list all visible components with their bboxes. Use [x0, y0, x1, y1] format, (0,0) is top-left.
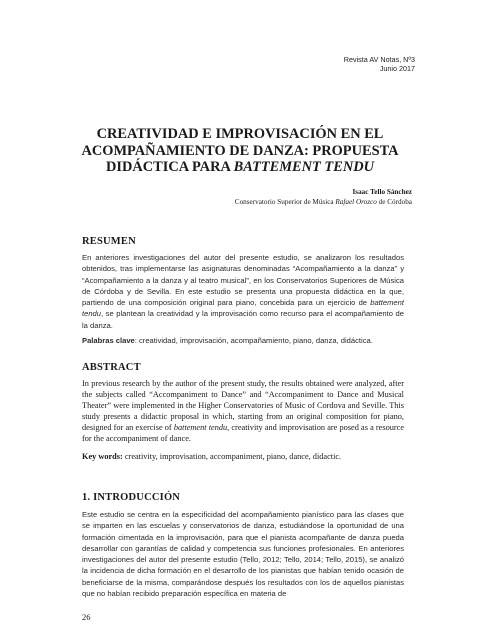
resumen-text-2: , se plantean la creatividad y la improvisación como recurso para el acompañamiento de la danza. — [82, 309, 404, 330]
resumen-keywords — [82, 335, 404, 346]
author-block — [235, 187, 412, 207]
abstract-keywords-list: creativity, improvisation, accompaniment, piano, dance, didactic. — [122, 452, 342, 461]
abstract-keywords — [82, 451, 404, 462]
introduccion-text: Este estudio se centra en la especificidad del acompañamiento pianístico para las clases que se imparten en las escuelas y conservatorios de danza, estudiándose la oportunidad de una formación cimentada en la improvisación, para que el pianista acompañante de danza pueda desarrollar con garantías de calidad y competencia sus funciones profesionales. En anteriores investigaciones del autor del presente estudio (Tello, 2012; Tello, 2014; Tello, 2015), se analizó la incidencia de dicha formación en el desarrollo de los pianistas que habían tenido ocasión de beneficiarse de la misma, comparándose después los resultados con los de aquellos pianistas que no habían recibido preparación específica en materia de — [82, 510, 404, 599]
abstract-heading: ABSTRACT — [82, 362, 141, 373]
page-number: 26 — [82, 612, 91, 622]
title-line-2: ACOMPAÑAMIENTO DE DANZA: PROPUESTA — [81, 142, 399, 159]
journal-header — [344, 55, 415, 73]
journal-name: Revista AV Notas, Nº3 — [343, 55, 415, 64]
resumen-keywords-list: : creatividad, improvisación, acompañamiento, piano, danza, didáctica. — [134, 336, 373, 345]
author-affiliation — [235, 197, 412, 207]
affiliation-pre: Conservatorio Superior de Música — [234, 198, 336, 206]
affiliation-post: de Córdoba — [376, 198, 412, 206]
title-line-3 — [70, 159, 410, 176]
paper-title — [70, 126, 410, 176]
abstract-text-italic: battement tendu — [173, 423, 228, 432]
resumen-text — [82, 252, 404, 331]
abstract-text — [82, 378, 404, 444]
abstract-text-2: , creativity and improvisation are posed as a resource for the accompaniment of dance. — [82, 423, 404, 443]
affiliation-italic: Rafael Orozco — [335, 198, 377, 206]
title-line-1: CREATIVIDAD E IMPROVISACIÓN EN EL — [96, 126, 384, 142]
abstract-text-1: In previous research by the author of the present study, the results obtained were analyzed, after the subjects called “Accompaniment to Dance” and “Accompaniment to Dance and Musical Theater” were implemented in the Higher Conservatories of Music of Cordova and Seville. This study presents a didactic proposal in which, starting from an original composition for piano, designed for an exercise of — [82, 379, 404, 432]
resumen-text-1: En anteriores investigaciones del autor del presente estudio, se analizaron los resultados obtenidos, tras implementarse las asignaturas denominadas “Acompañamiento a la danza” y “Acompañamiento a la danza y al teatro musical”, en los Conservatorios Superiores de Música de Córdoba y de Sevilla. En este estudio se presenta una propuesta didáctica en la que, partiendo de una composición original para piano, concebida para un ejercicio de — [82, 253, 404, 308]
journal-date: Junio 2017 — [379, 64, 415, 73]
author-name: Isaac Tello Sánchez — [352, 188, 412, 196]
abstract-keywords-label: Key words: — [82, 452, 123, 461]
title-line-3-italic: BATTEMENT TENDU — [233, 159, 374, 175]
title-line-3-plain: DIDÁCTICA PARA — [106, 159, 234, 175]
resumen-heading: RESUMEN — [82, 236, 136, 247]
resumen-keywords-label: Palabras clave — [82, 336, 135, 345]
introduccion-heading: 1. INTRODUCCIÓN — [82, 492, 181, 503]
resumen-text-italic: battement tendu — [82, 298, 404, 319]
